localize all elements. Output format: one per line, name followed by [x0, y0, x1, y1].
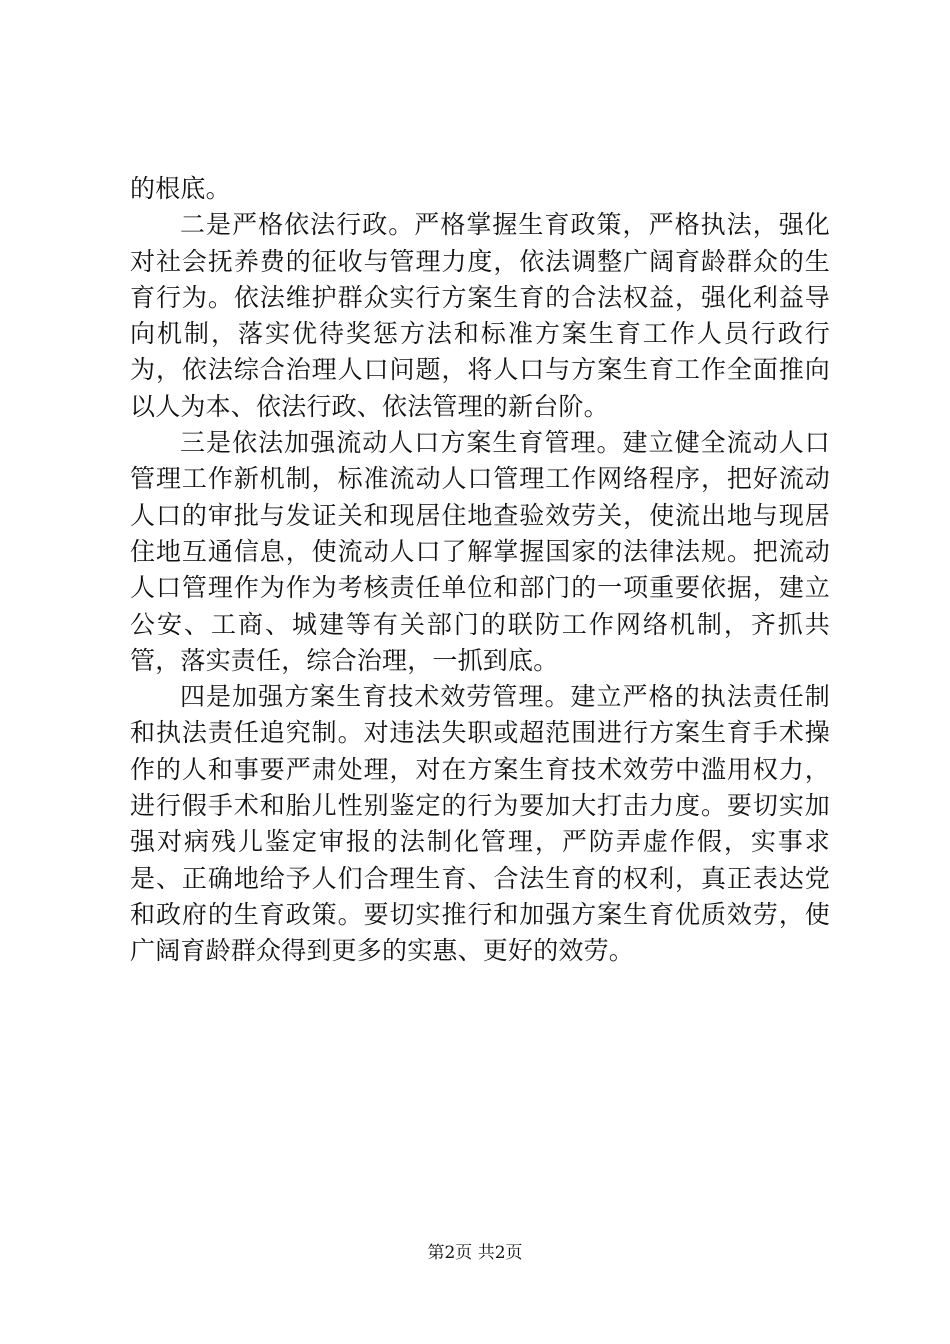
paragraph-continuation: 的根底。 — [130, 174, 231, 203]
paragraph-technical-service: 四是加强方案生育技术效劳管理。建立严格的执法责任制和执法责任追究制。对违法失职或超范围进行方案生育手术操作的人和事要严肃处理，对在方案生育技术效劳中滥用权力，进行假手术和胎儿性别鉴定的行为要加大打击力度。要切实加强对病残儿鉴定审报的法制化管理，严防弄虚作假，实事求是、正确地给予人们合理生育、合法生育的权利，真正表达党和政府的生育政策。要切实推行和加强方案生育优质效劳，使广阔育龄群众得到更多的实惠、更好的效劳。 — [130, 682, 830, 966]
paragraph-administration: 二是严格依法行政。严格掌握生育政策，严格执法，强化对社会抚养费的征收与管理力度，依法调整广阔育龄群众的生育行为。依法维护群众实行方案生育的合法权益，强化利益导向机制，落实优待奖惩方法和标准方案生育工作人员行政行为，依法综合治理人口问题，将人口与方案生育工作全面推向以人为本、依法行政、依法管理的新台阶。 — [130, 210, 830, 421]
document-body — [130, 171, 830, 970]
paragraph-floating-population: 三是依法加强流动人口方案生育管理。建立健全流动人口管理工作新机制，标准流动人口管理工作网络程序，把好流动人口的审批与发证关和现居住地查验效劳关，使流出地与现居住地互通信息，使流动人口了解掌握国家的法律法规。把流动人口管理作为作为考核责任单位和部门的一项重要依据，建立公安、工商、城建等有关部门的联防工作网络机制，齐抓共管，落实责任，综合治理，一抓到底。 — [130, 428, 830, 675]
page-number-footer: 第2页 共2页 — [427, 1243, 523, 1263]
